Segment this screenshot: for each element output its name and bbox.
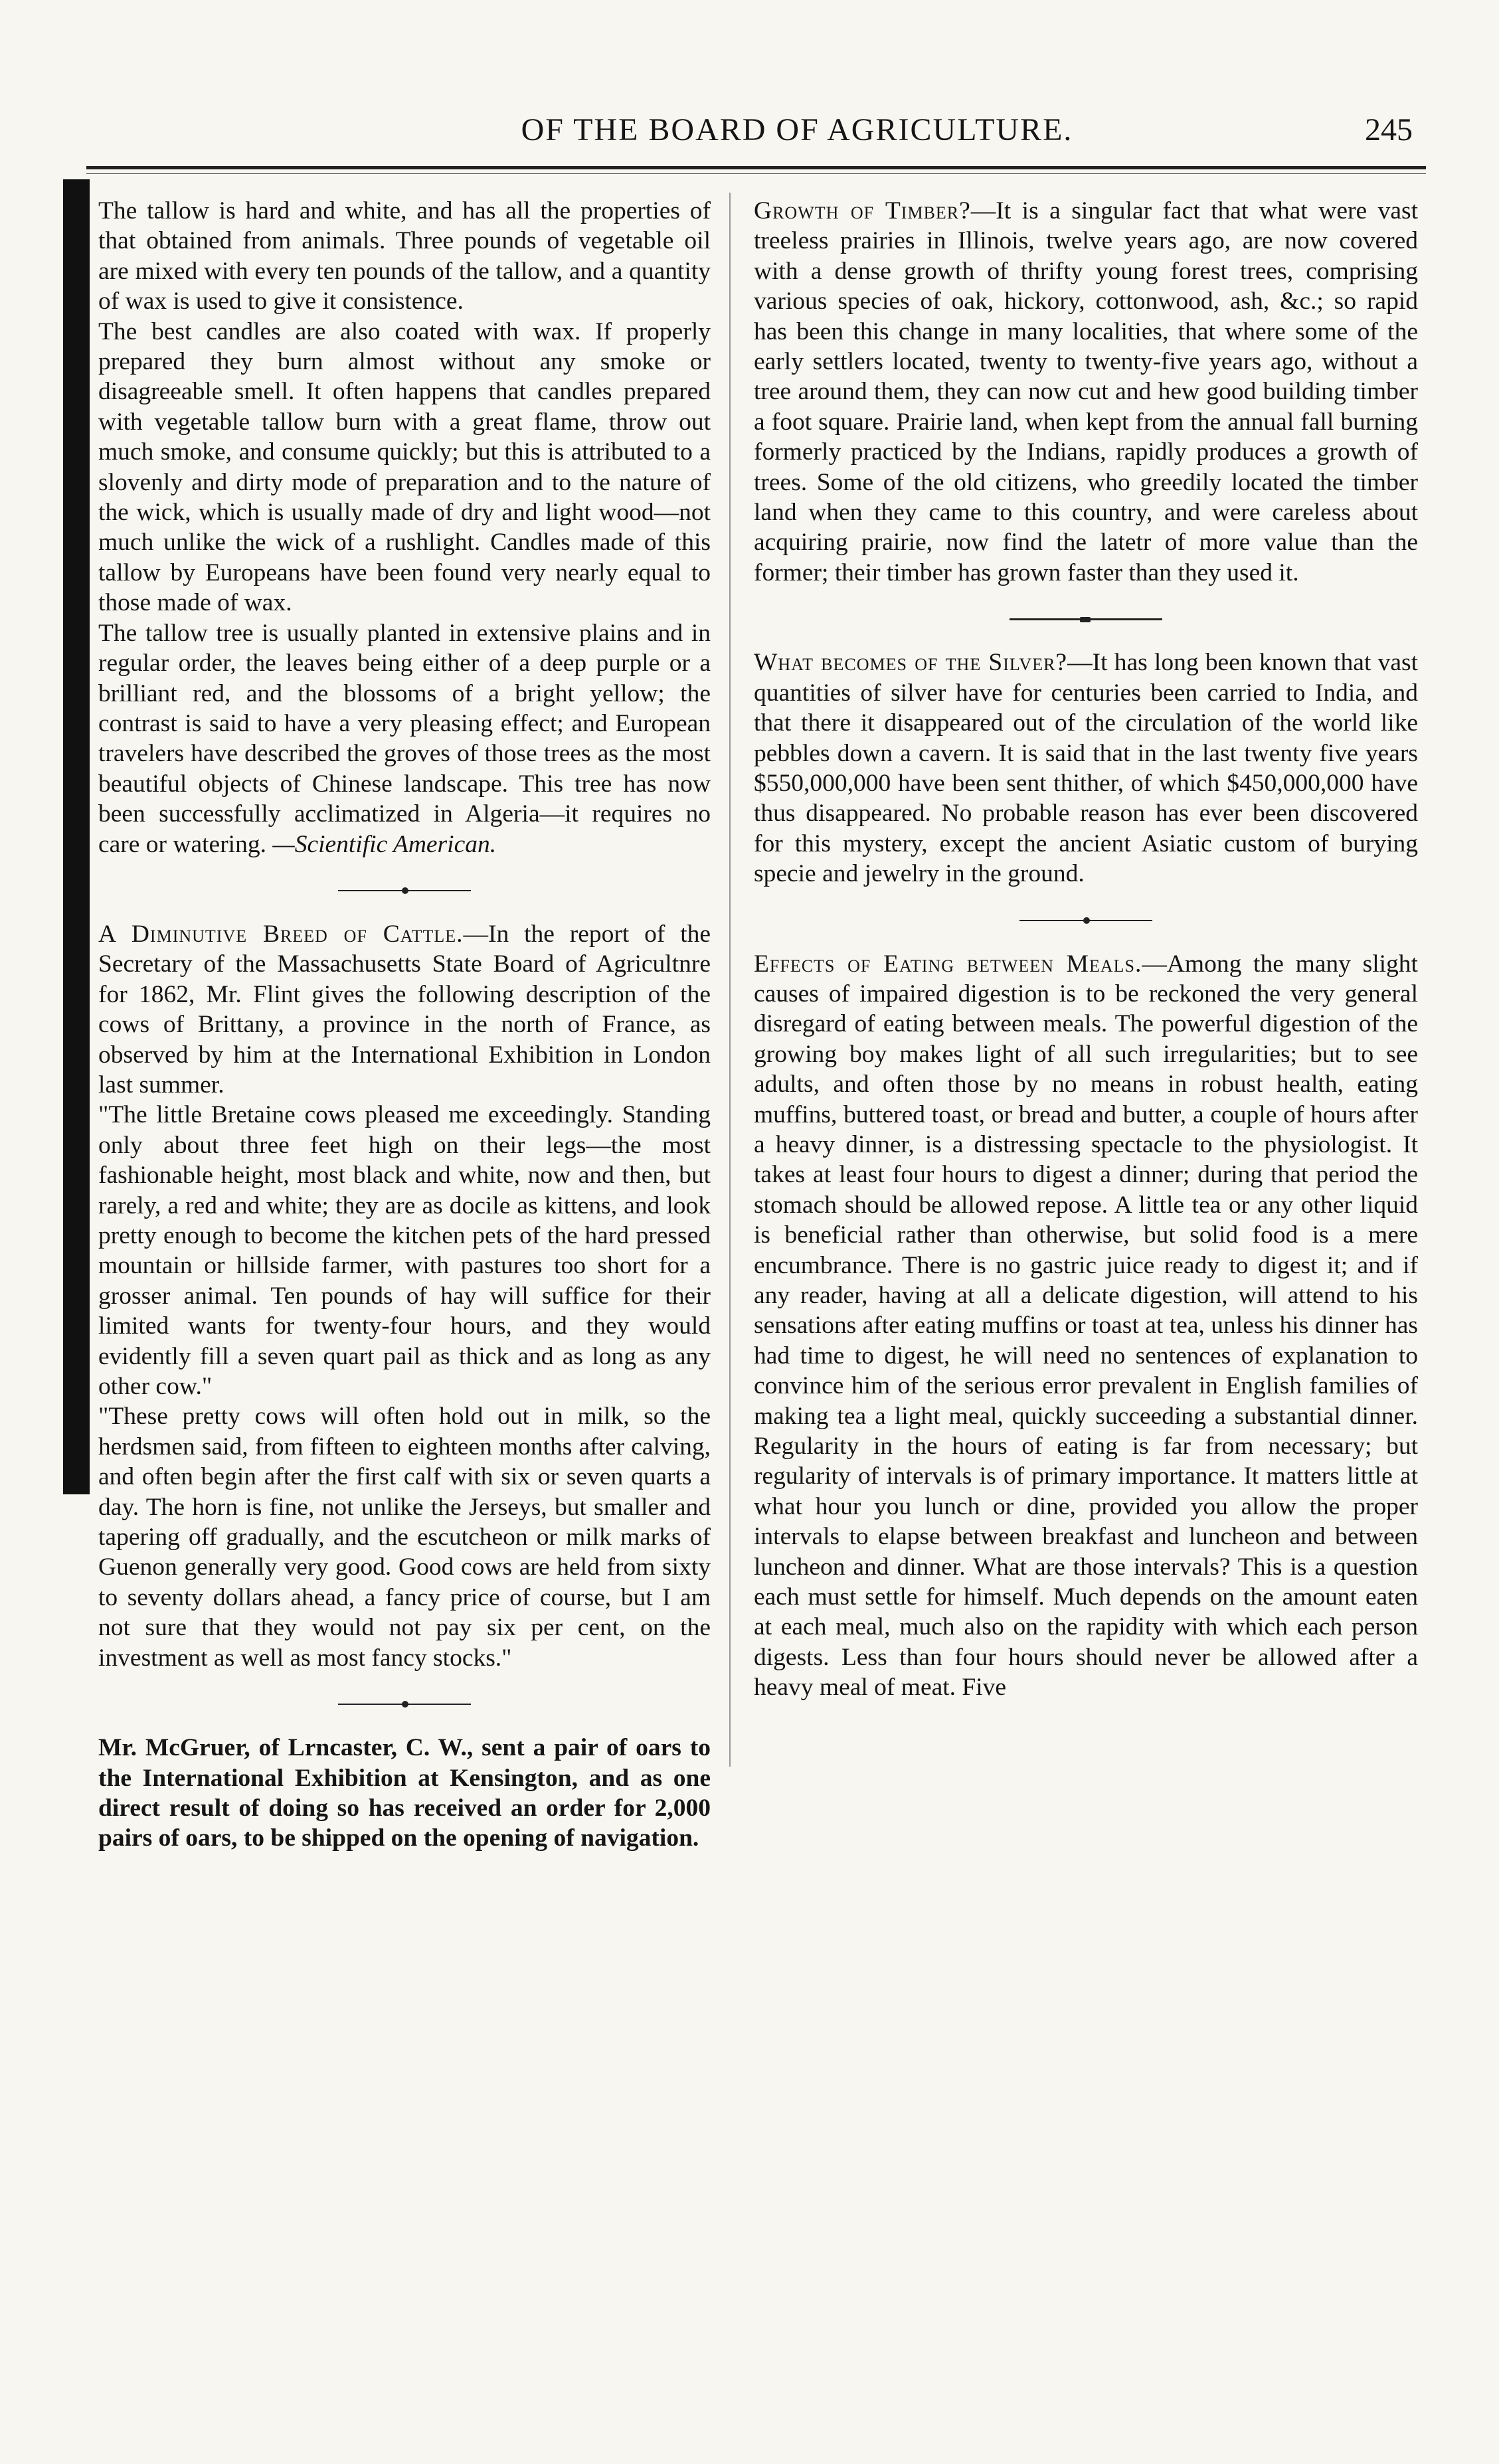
cattle-heading: A Diminutive Breed of Cattle. xyxy=(98,920,464,948)
right-column xyxy=(754,196,1418,1703)
silver-heading: What becomes of the Silver? xyxy=(754,649,1068,677)
cattle-paragraph-3: "These pretty cows will often hold out in milk, so the herdsmen said, from fifteen to eighteen months after calving, and often begin after the first calf with six or seven quarts a day. The horn is fine, not unlike the Jerseys, but smaller and tapering off gradually, and the escutcheon or milk marks of Guenon generally very good. Good cows are held from sixty to seventy dollars ahead, a fancy price of course, but I am not sure that they would not pay six per cent, on the investment as well as most fancy stocks." xyxy=(98,1403,711,1672)
silver-paragraph xyxy=(754,648,1418,889)
meals-heading: Effects of Eating between Meals. xyxy=(754,950,1142,978)
meals-paragraph xyxy=(754,949,1418,1703)
tallow-source: —Scientific American. xyxy=(272,830,497,858)
running-header: OF THE BOARD OF AGRICULTURE. xyxy=(521,112,1073,147)
timber-text: —It is a singular fact that what were vast treeless prairies in Illinois, twelve years ago, are now covered with a dense growth of thrifty young forest trees, comprising various species of oak, hickory, cottonwood, ash, &c.; so rapid has been this change in many localities, that where some of the early settlers located, twenty to twenty-five years ago, without a tree around them, they can now cut and hew good building timber a foot square. Prairie land, when kept from the annual fall burning formerly practiced by the Indians, rapidly produces a growth of trees. Some of the old citizens, who greedily located the timber land when they came to this country, and were careless about acquiring prairie, now find the latetr of more value than the former; their timber has grown faster than they used it. xyxy=(754,197,1418,586)
cattle-paragraph-1 xyxy=(98,919,711,1100)
tallow-paragraph-3-text: The tallow tree is usually planted in extensive plains and in regular order, the leaves being either of a deep purple or a brilliant red, and the blossoms of a bright yellow; the contrast is said to have a very pleasing effect; and European travelers have described the groves of those trees as the most beautiful objects of Chinese landscape. This tree has now been successfully acclimatized in Algeria—it requires no care or watering. xyxy=(98,619,711,858)
cattle-paragraph-2: "The little Bretaine cows pleased me exceedingly. Standing only about three feet high on their legs—the most fashionable height, most black and white, now and then, but rarely, a red and white; they are as docile as kittens, and look pretty enough to become the kitchen pets of the hard pressed mountain or hillside farmer, with pastures too short for a grosser animal. Ten pounds of hay will suffice for their limited wants for twenty-four hours, and they would evidently fill a seven quart pail as thick and as long as any other cow." xyxy=(98,1101,711,1401)
section-divider xyxy=(98,1690,711,1718)
timber-heading: Growth of Timber? xyxy=(754,197,971,224)
section-divider xyxy=(754,605,1418,633)
silver-text: —It has long been known that vast quantities of silver have for centuries been carried to India, and that there it disappeared out of the circulation of the world like pebbles down a cavern. It is said that in the last twenty five years $550,000,000 have been sent thither, of which $450,000,000 have thus disappeared. No probable reason has ever been discovered for this mystery, except the ancient Asiatic custom of burying specie and jewelry in the ground. xyxy=(754,649,1418,888)
tallow-paragraph-2: The best candles are also coated with wax. If properly prepared they burn almost without any smoke or disagreeable smell. It often happens that candles prepared with vegetable tallow burn with a great flame, throw out much smoke, and consume quickly; but this is attributed to a slovenly and dirty mode of preparation and to the nature of the wick, which is usually made of dry and light wood—not much unlike the wick of a rushlight. Candles made of this tallow by Europeans have been found very nearly equal to those made of wax. xyxy=(98,317,711,617)
timber-paragraph xyxy=(754,196,1418,588)
header-rule xyxy=(86,166,1426,174)
cattle-paragraph-1-text: —In the report of the Secretary of the Massachusetts State Board of Agricultnre for 1862, Mr. Flint gives the following description of the cows of Brittany, a province in the north of France, as observed by him at the International Exhibition in London last summer. xyxy=(98,920,711,1099)
binding-shadow xyxy=(63,179,90,1494)
page-number: 245 xyxy=(1365,112,1413,147)
section-divider xyxy=(98,877,711,905)
tallow-paragraph-1: The tallow is hard and white, and has all the properties of that obtained from animals. Three pounds of vegetable oil are mixed with every ten pounds of the tallow, and a quantity of wax is used to give it consistence. xyxy=(98,197,711,315)
meals-text: —Among the many slight causes of impaired digestion is to be reckoned the very general disregard of eating between meals. The powerful digestion of the growing boy makes light of all such irregularities; but to see adults, and often those by no means in robust health, eating muffins, buttered toast, or bread and butter, a couple of hours after a heavy dinner, is a distressing spectacle to the physiologist. It takes at least four hours to digest a dinner; during that period the stomach should be allowed repose. A little tea or any other liquid is beneficial rather than otherwise, but solid food is a mere encumbrance. There is no gastric juice ready to digest it; and if any reader, having at all a delicate digestion, will attend to his sensations after eating muffins or toast at tea, unless his dinner has had time to digest, he will need no sentences of explanation to convince him of the serious error prevalent in English families of making tea a light meal, quickly succeeding a substantial dinner. Regularity in the hours of eating is far from necessary; but regularity of intervals is of primary importance. It matters little at what hour you lunch or dine, provided you allow the proper intervals to elapse between breakfast and luncheon and between luncheon and dinner. What are those intervals? This is a question each must settle for himself. Much depends on the amount eaten at each meal, much also on the rapidity with which each person digests. Less than four hours should never be allowed after a heavy meal of meat. Five xyxy=(754,950,1418,1702)
tallow-paragraph-3 xyxy=(98,618,711,859)
column-rule xyxy=(729,193,731,1767)
oars-paragraph: Mr. McGruer, of Lrncaster, C. W., sent a pair of oars to the International Exhibition at Kensington, and as one direct result of doing so has received an order for 2,000 pairs of oars, to be shipped on the opening of navigation. xyxy=(98,1734,711,1852)
left-column xyxy=(98,196,711,1854)
section-divider xyxy=(754,907,1418,934)
